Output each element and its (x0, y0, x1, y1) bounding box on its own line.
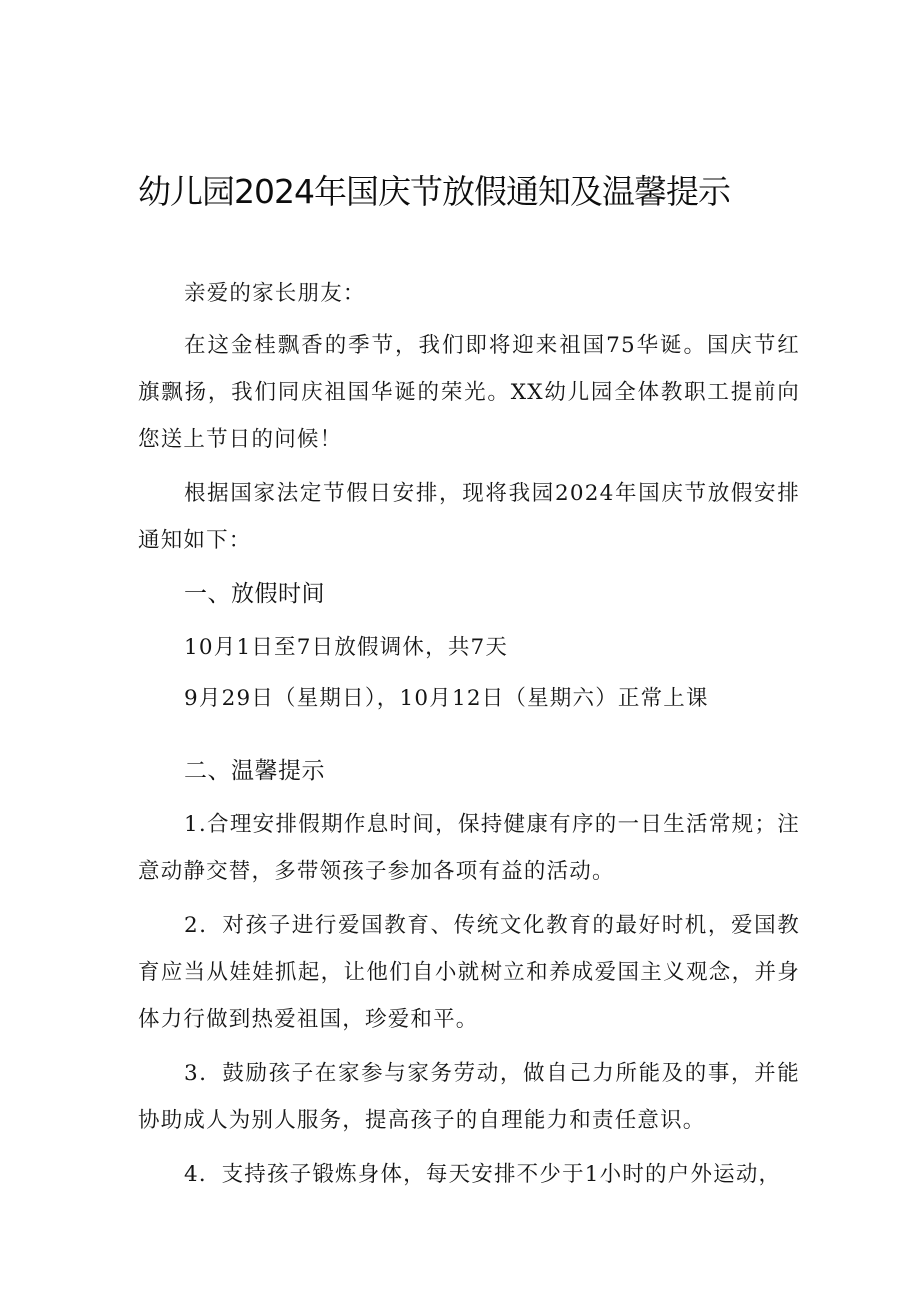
tip-item: 1.合理安排假期作息时间，保持健康有序的一日生活常规；注意动静交替，多带领孩子参加各项有益的活动。 (138, 812, 800, 884)
document-title: 幼儿园2024年国庆节放假通知及温馨提示 (138, 172, 730, 211)
holiday-dates-line: 10月1日至7日放假调休，共7天 (184, 635, 509, 660)
tip-item: 2．对孩子进行爱国教育、传统文化教育的最好时机，爱国教育应当从娃娃抓起，让他们自小就树立和养成爱国主义观念，并身体力行做到热爱祖国，珍爱和平。 (138, 913, 800, 1032)
makeup-classes-line: 9月29日（星期日），10月12日（星期六）正常上课 (184, 686, 709, 711)
notice-lead-paragraph: 根据国家法定节假日安排，现将我园2024年国庆节放假安排通知如下： (138, 481, 800, 553)
tip-item: 4．支持孩子锻炼身体，每天安排不少于1小时的户外运动， (184, 1162, 782, 1187)
document-body (138, 270, 800, 1205)
section-heading-holiday-time: 一、放假时间 (184, 581, 325, 607)
section-heading-warm-tips: 二、温馨提示 (184, 758, 325, 784)
salutation: 亲爱的家长朋友： (184, 281, 366, 306)
intro-paragraph: 在这金桂飘香的季节，我们即将迎来祖国75华诞。国庆节红旗飘扬，我们同庆祖国华诞的荣光。XX幼儿园全体教职工提前向您送上节日的问候！ (138, 333, 800, 452)
tip-item: 3．鼓励孩子在家参与家务劳动，做自己力所能及的事，并能协助成人为别人服务，提高孩子的自理能力和责任意识。 (138, 1061, 800, 1133)
